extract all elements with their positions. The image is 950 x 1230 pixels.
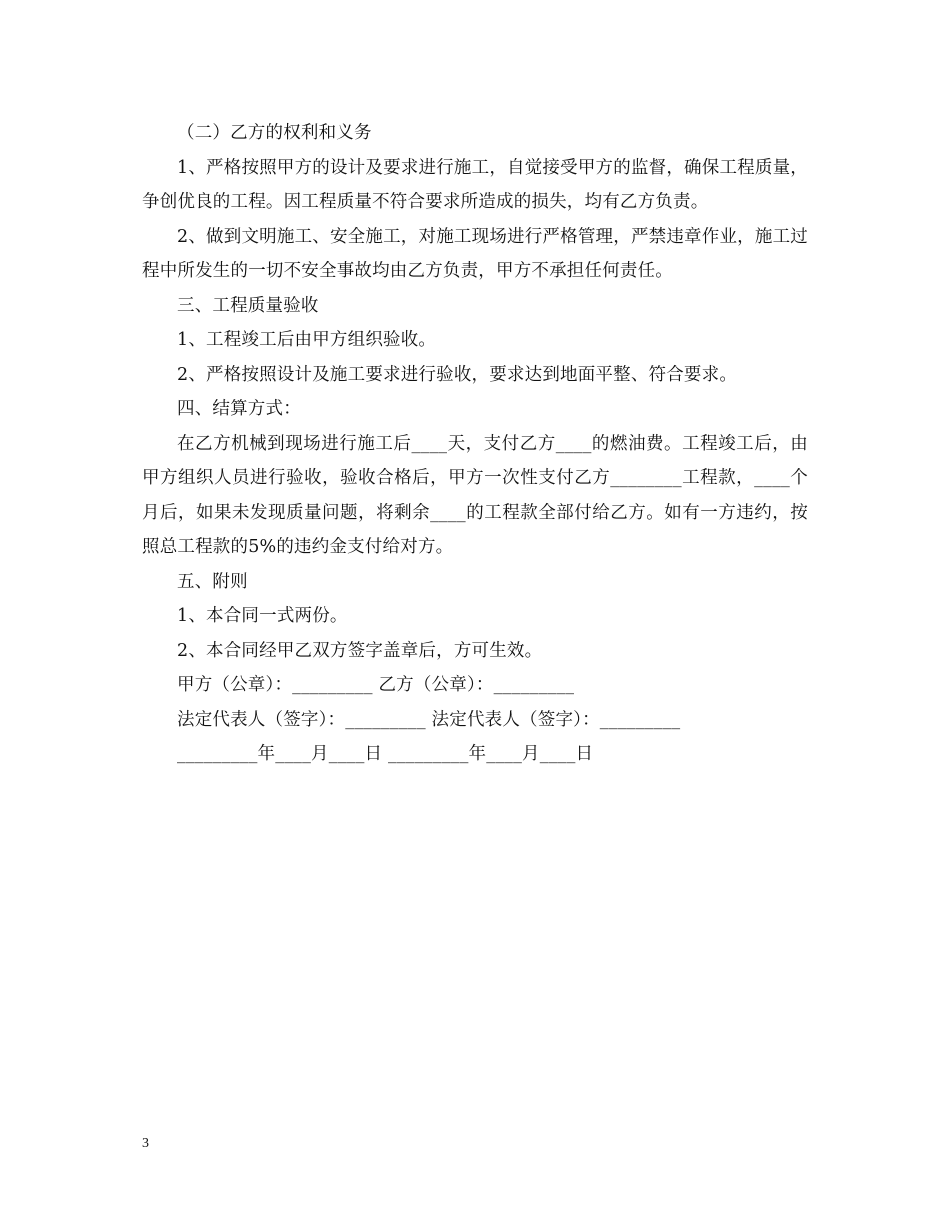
signature-date-line: _________年____月____日 _________年____月____日 <box>177 744 594 764</box>
clause-copies: 1、本合同一式两份。 <box>177 606 348 626</box>
section-heading-settlement: 四、结算方式： <box>177 399 301 419</box>
signature-representative-line: 法定代表人（签字）：_________ 法定代表人（签字）：_________ <box>177 709 681 730</box>
page-number: 3 <box>142 1136 149 1151</box>
section-heading-supplementary: 五、附则 <box>177 571 248 592</box>
clause-safety-construction: 2、做到文明施工、安全施工，对施工现场进行严格管理，严禁违章作业，施工过程中所发生的一切不安全事故均由乙方负责，甲方不承担任何责任。 <box>142 226 808 281</box>
clause-settlement-terms: 在乙方机械到现场进行施工后____天，支付乙方____的燃油费。工程竣工后，由甲方组织人员进行验收，验收合格后，甲方一次性支付乙方________工程款，____个月后，如果未发现质量问题，将剩余____的工程款全部付给乙方。如有一方违约，按照总工程款的5%的违约金支付给对方。 <box>142 433 808 557</box>
clause-acceptance-organized: 1、工程竣工后由甲方组织验收。 <box>177 330 437 350</box>
section-heading-quality-acceptance: 三、工程质量验收 <box>177 295 319 316</box>
signature-seal-line: 甲方（公章）：_________ 乙方（公章）：_________ <box>177 675 575 695</box>
document-body <box>142 116 808 772</box>
clause-quality-construction: 1、严格按照甲方的设计及要求进行施工，自觉接受甲方的监督，确保工程质量，争创优良的工程。因工程质量不符合要求所造成的损失，均有乙方负责。 <box>142 157 808 212</box>
section-heading-party-b-rights: （二）乙方的权利和义务 <box>177 123 372 143</box>
clause-effective: 2、本合同经甲乙双方签字盖章后，方可生效。 <box>177 640 543 661</box>
clause-acceptance-standard: 2、严格按照设计及施工要求进行验收，要求达到地面平整、符合要求。 <box>177 364 738 385</box>
